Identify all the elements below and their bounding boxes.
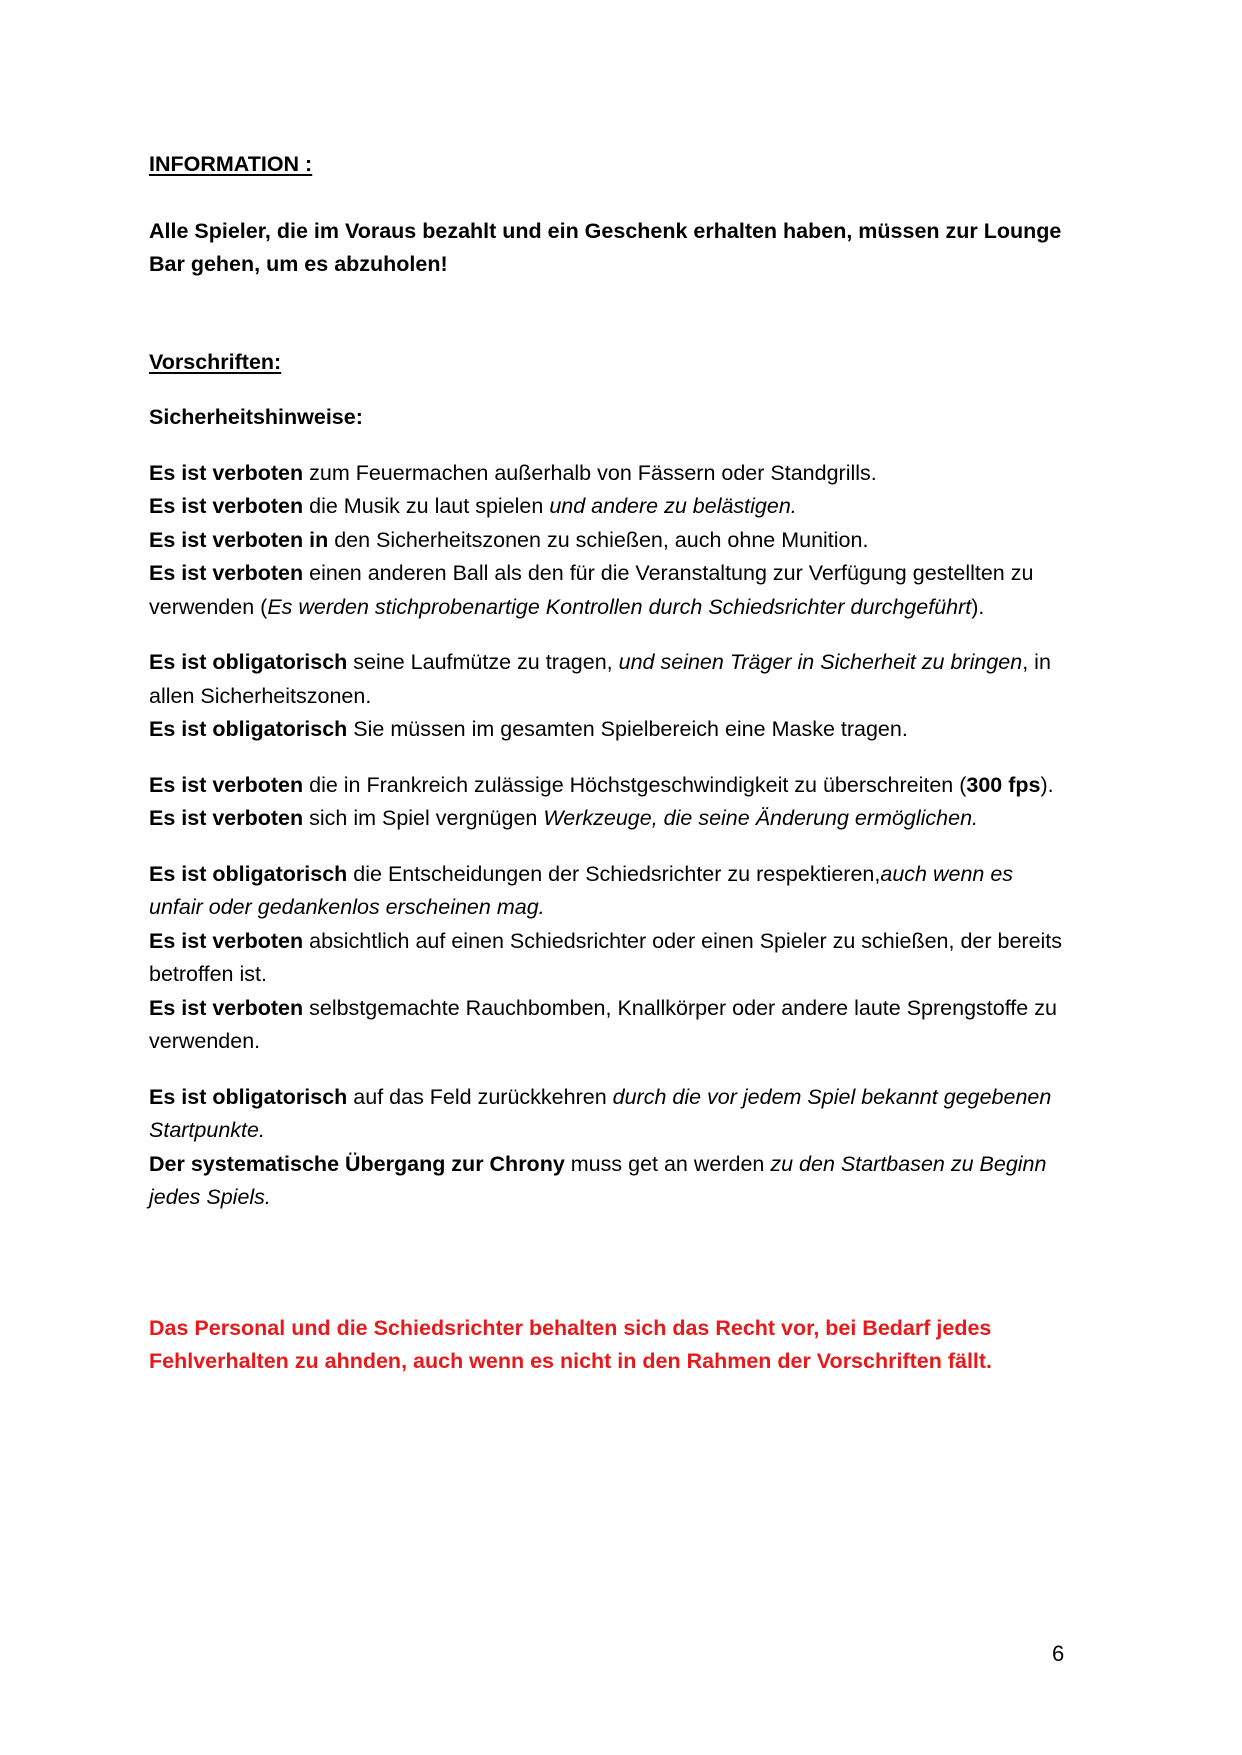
rule-lead: Es ist verboten [149, 460, 304, 485]
rules-heading: Vorschriften: [149, 349, 282, 374]
spacer [149, 1279, 1071, 1312]
rule-item [149, 769, 1071, 803]
rule-lead: Es ist verboten [149, 995, 304, 1020]
rule-normal: absichtlich auf einen Schiedsrichter oder einen Spieler zu schießen, der bereits betroffen ist. [149, 928, 1063, 986]
spacer [149, 836, 1071, 858]
rule-normal: die Entscheidungen der Schiedsrichter zu respektieren, [347, 861, 881, 886]
rule-item [149, 524, 1071, 558]
rule-lead: Es ist verboten [149, 928, 304, 953]
rule-normal: einen anderen Ball als den für die Veranstaltung zur Verfügung gestellten zu verwenden ( [149, 561, 1034, 619]
rule-normal: muss get an werden [564, 1151, 771, 1176]
notice-text: Das Personal und die Schiedsrichter behalten sich das Recht vor, bei Bedarf jedes Fehlverhalten zu ahnden, auch wenn es nicht in den Rahmen der Vorschriften fällt. [149, 1315, 993, 1373]
information-body: Alle Spieler, die im Voraus bezahlt und ein Geschenk erhalten haben, müssen zur Lounge Bar gehen, um es abzuholen! [149, 218, 1062, 276]
rule-italic: und seinen Träger in Sicherheit zu bringen [618, 650, 1023, 674]
spacer [149, 435, 1071, 457]
information-heading: INFORMATION : [149, 152, 313, 176]
rule-lead: Es ist verboten [149, 494, 304, 518]
rule-normal: auf das Feld zurückkehren [347, 1084, 613, 1109]
rule-lead: Es ist verboten [149, 772, 304, 797]
rule-lead: Es ist verboten [149, 806, 304, 830]
rule-normal: die in Frankreich zulässige Höchstgeschwindigkeit zu überschreiten ( [303, 772, 967, 797]
spacer [149, 282, 1071, 346]
rule-item [149, 646, 1071, 713]
rule-item [149, 457, 1071, 491]
rule-tail: ). [971, 594, 985, 619]
rule-item [149, 992, 1071, 1059]
spacer [149, 379, 1071, 401]
rule-tail: , in allen Sicherheitszonen. [149, 650, 1051, 708]
rule-normal: sich im Spiel vergnügen [303, 806, 544, 830]
rule-item [149, 713, 1071, 747]
rule-tail: ). [1040, 772, 1054, 797]
rule-item [149, 802, 1071, 836]
rule-normal: den Sicherheitszonen zu schießen, auch ohne Munition. [328, 527, 869, 552]
rule-italic: und andere zu belästigen. [549, 494, 797, 518]
page-number: 6 [1052, 1641, 1065, 1666]
spacer [149, 624, 1071, 646]
rule-lead: Es ist obligatorisch [149, 1084, 348, 1109]
rule-lead: Es ist obligatorisch [149, 650, 348, 674]
rule-item [149, 1148, 1071, 1215]
rule-lead: Es ist obligatorisch [149, 861, 348, 886]
rule-normal: die Musik zu laut spielen [303, 494, 550, 518]
rule-normal: zum Feuermachen außerhalb von Fässern oder Standgrills. [303, 460, 877, 485]
rule-italic: Es werden stichprobenartige Kontrollen durch Schiedsrichter durchgeführt [267, 594, 972, 619]
rule-bold-inline: 300 fps [966, 772, 1041, 797]
spacer [149, 182, 1071, 215]
rule-item [149, 490, 1071, 524]
rule-normal: selbstgemachte Rauchbomben, Knallkörper oder andere laute Sprengstoffe zu verwenden. [149, 995, 1057, 1053]
rule-italic: Werkzeuge, die seine Änderung ermöglichen. [543, 806, 978, 830]
spacer [149, 1059, 1071, 1081]
document-body [149, 148, 1071, 1379]
rule-item [149, 1081, 1071, 1148]
rule-lead: Es ist obligatorisch [149, 717, 348, 741]
rule-lead: Es ist verboten in [149, 527, 329, 552]
rule-lead: Der systematische Übergang zur Chrony [149, 1151, 565, 1176]
rule-italic: durch die vor jedem Spiel bekannt gegebenen Startpunkte. [149, 1084, 1052, 1142]
rule-item [149, 557, 1071, 624]
spacer [149, 747, 1071, 769]
rule-normal: Sie müssen im gesamten Spielbereich eine Maske tragen. [347, 717, 908, 741]
rule-italic: auch wenn es unfair oder gedankenlos erscheinen mag. [149, 861, 1014, 919]
rule-item [149, 925, 1071, 992]
spacer [149, 1215, 1071, 1279]
rule-item [149, 858, 1071, 925]
safety-subheading: Sicherheitshinweise: [149, 405, 363, 429]
rule-lead: Es ist verboten [149, 561, 304, 585]
rule-italic: zu den Startbasen zu Beginn jedes Spiels. [149, 1151, 1047, 1209]
rule-normal: seine Laufmütze zu tragen, [347, 650, 619, 674]
